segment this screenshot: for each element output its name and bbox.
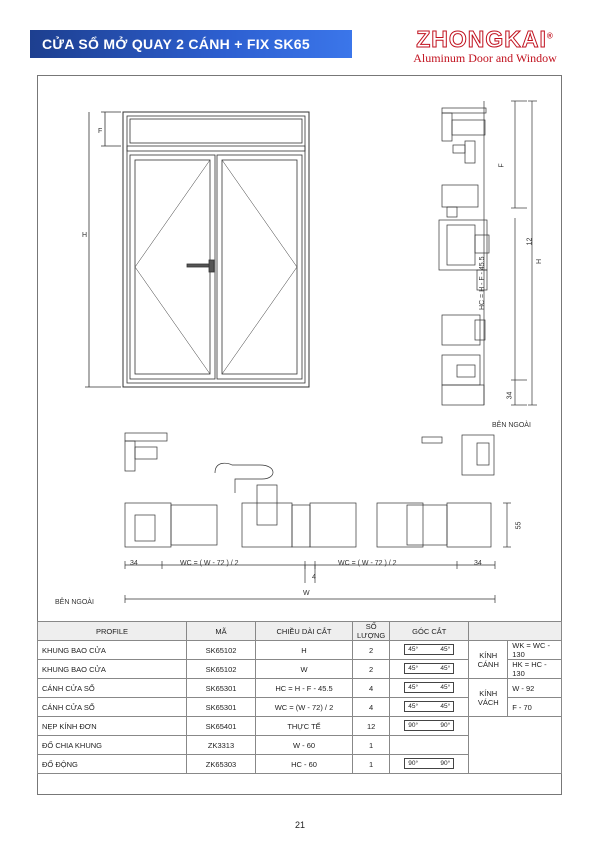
outside-label-top: BÊN NGOÀI xyxy=(492,422,531,429)
col-qty: SỐ LƯỢNG xyxy=(353,622,390,641)
dim-4-label: 4 xyxy=(312,574,316,581)
horizontal-section xyxy=(125,433,511,603)
table-row: KHUNG BAO CỬA SK65102 H 2 45° 45° KÍNH CÁNH WK = WC - 130 xyxy=(38,641,562,660)
brand-tagline: Aluminum Door and Window xyxy=(413,51,557,65)
cut-angle: 90° 90° xyxy=(404,720,454,731)
col-angle: GÓC CẮT xyxy=(390,622,469,641)
table-row: ĐỐ CHIA KHUNG ZK3313 W - 60 1 xyxy=(38,736,562,755)
brand-name: ZHONGKAI xyxy=(416,26,547,52)
page-number: 21 xyxy=(294,820,305,830)
col-code: MÃ xyxy=(187,622,256,641)
col-length: CHIỀU DÀI CẮT xyxy=(256,622,353,641)
section-h-label: H xyxy=(536,258,544,265)
vertical-section xyxy=(439,101,537,405)
cut-angle: 45° 45° xyxy=(404,663,454,674)
brand-logo xyxy=(395,26,575,66)
section-12-label: 12 xyxy=(526,237,534,246)
cut-angle: 45° 45° xyxy=(404,701,454,712)
section-34-label: 34 xyxy=(506,391,514,400)
dim-f-label: F xyxy=(98,128,103,135)
registered-mark: ® xyxy=(546,31,554,41)
window-elevation xyxy=(85,112,309,387)
table-row: KHUNG BAO CỬA SK65102 W 2 45° 45° HK = HC - 130 xyxy=(38,660,562,679)
cut-angle: 45° 45° xyxy=(404,682,454,693)
table-header-row xyxy=(38,622,562,641)
outside-label-bottom: BÊN NGOÀI xyxy=(55,599,94,606)
cutting-table xyxy=(37,621,562,774)
cut-angle: 90° 90° xyxy=(404,758,454,769)
dim-h-label: H xyxy=(82,232,88,239)
section-f-label: F xyxy=(498,163,506,168)
dim-wc-left: WC = ( W - 72 ) / 2 xyxy=(180,560,239,567)
col-profile: PROFILE xyxy=(38,622,187,641)
table-row: CÁNH CỬA SỔ SK65301 WC = (W - 72) / 2 4 45° 45° F - 70 xyxy=(38,698,562,717)
table-row: ĐỐ ĐỘNG ZK65303 HC - 60 1 90° 90° xyxy=(38,755,562,774)
dim-34-left: 34 xyxy=(130,560,138,567)
table-row: CÁNH CỬA SỔ SK65301 HC = H - F - 45.5 4 45° 45° KÍNH VÁCH W - 92 xyxy=(38,679,562,698)
page-title: CỬA SỔ MỞ QUAY 2 CÁNH + FIX SK65 xyxy=(30,30,352,58)
cut-angle: 45° 45° xyxy=(404,644,454,655)
dim-wc-right: WC = ( W - 72 ) / 2 xyxy=(338,560,397,567)
technical-drawing xyxy=(37,75,562,621)
col-glass xyxy=(469,622,562,641)
dim-34-right: 34 xyxy=(474,560,482,567)
table-row: NẸP KÍNH ĐƠN SK65401 THỰC TẾ 12 90° 90° xyxy=(38,717,562,736)
dim-55-label: 55 xyxy=(515,521,523,530)
dim-w-label: W xyxy=(303,590,310,597)
section-hc-label: HC = H - F - 45.5 xyxy=(479,256,486,310)
